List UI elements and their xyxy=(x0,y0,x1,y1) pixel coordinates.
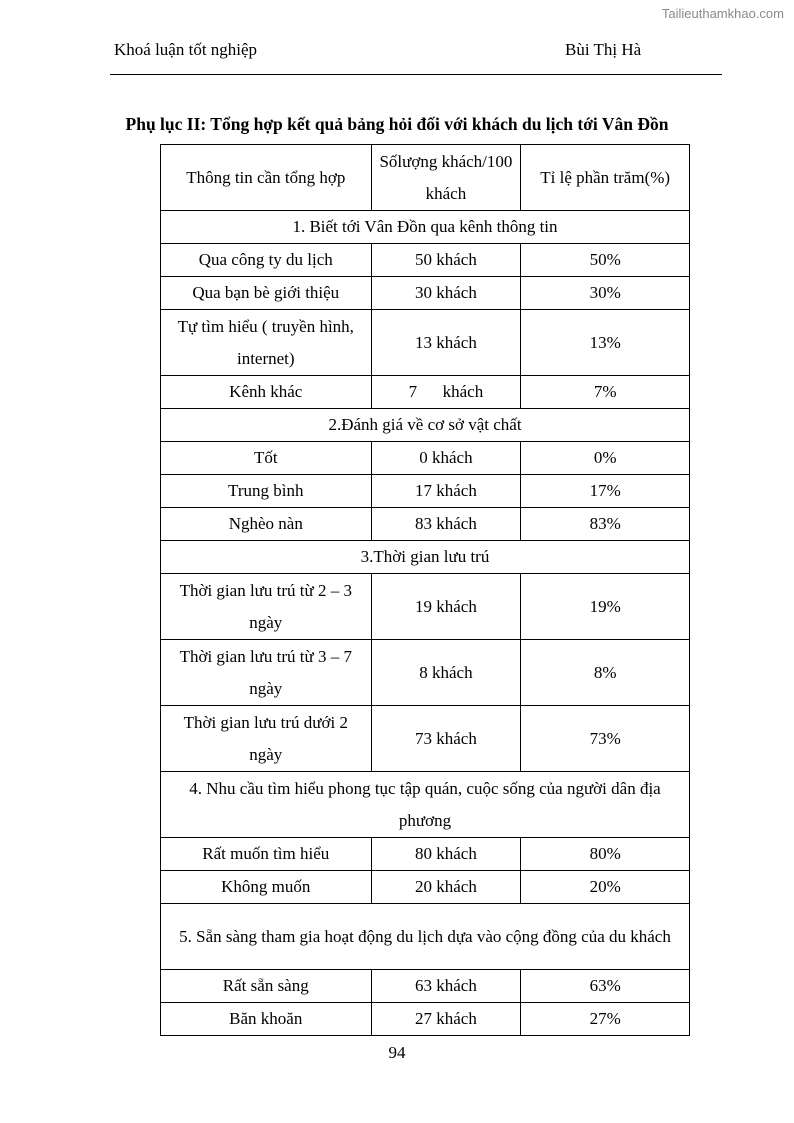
table-row xyxy=(161,376,690,409)
cell-item: Tự tìm hiểu ( truyền hình, internet) xyxy=(161,310,372,376)
cell-item: Tốt xyxy=(161,442,372,475)
cell-percent: 20% xyxy=(521,871,690,904)
cell-count: 19 khách xyxy=(371,574,521,640)
watermark: Tailieuthamkhao.com xyxy=(661,6,784,21)
cell-percent: 27% xyxy=(521,1003,690,1036)
cell-count: 27 khách xyxy=(371,1003,521,1036)
header-left: Khoá luận tốt nghiệp xyxy=(114,40,258,59)
page-number: 94 xyxy=(388,1043,406,1062)
cell-percent: 7% xyxy=(521,376,690,409)
table-row xyxy=(161,1003,690,1036)
section-row xyxy=(161,541,690,574)
cell-item: Thời gian lưu trú từ 2 – 3 ngày xyxy=(161,574,372,640)
cell-count: 80 khách xyxy=(371,838,521,871)
table-row xyxy=(161,871,690,904)
cell-item: Nghèo nàn xyxy=(161,508,372,541)
cell-count: 0 khách xyxy=(371,442,521,475)
cell-percent: 30% xyxy=(521,277,690,310)
cell-percent: 83% xyxy=(521,508,690,541)
cell-count: 63 khách xyxy=(371,970,521,1003)
cell-count: 83 khách xyxy=(371,508,521,541)
page-title xyxy=(0,114,794,135)
cell-count: 17 khách xyxy=(371,475,521,508)
table-row xyxy=(161,244,690,277)
section-row xyxy=(161,211,690,244)
section-title: 2.Đánh giá về cơ sở vật chất xyxy=(161,409,690,442)
table-row xyxy=(161,310,690,376)
cell-item: Rất sẵn sàng xyxy=(161,970,372,1003)
section-title: 1. Biết tới Vân Đồn qua kênh thông tin xyxy=(161,211,690,244)
table-row xyxy=(161,574,690,640)
title-text: : Tổng hợp kết quả bảng hỏi đối với khách du lịch tới Vân Đồn xyxy=(200,114,669,134)
cell-item: Qua bạn bè giới thiệu xyxy=(161,277,372,310)
section-title: 3.Thời gian lưu trú xyxy=(161,541,690,574)
cell-item: Không muốn xyxy=(161,871,372,904)
cell-count: 30 khách xyxy=(371,277,521,310)
column-header: Thông tin cần tổng hợp xyxy=(161,145,372,211)
cell-percent: 0% xyxy=(521,442,690,475)
title-label: Phụ lục II xyxy=(125,114,201,134)
cell-count: 8 khách xyxy=(371,640,521,706)
section-row xyxy=(161,409,690,442)
cell-item: Băn khoăn xyxy=(161,1003,372,1036)
results-table xyxy=(160,144,690,1036)
cell-count: 13 khách xyxy=(371,310,521,376)
cell-percent: 50% xyxy=(521,244,690,277)
cell-item: Kênh khác xyxy=(161,376,372,409)
table-row xyxy=(161,970,690,1003)
cell-percent: 63% xyxy=(521,970,690,1003)
cell-count: 50 khách xyxy=(371,244,521,277)
cell-percent: 13% xyxy=(521,310,690,376)
table-row xyxy=(161,475,690,508)
cell-percent: 19% xyxy=(521,574,690,640)
cell-percent: 8% xyxy=(521,640,690,706)
section-row xyxy=(161,772,690,838)
cell-percent: 80% xyxy=(521,838,690,871)
section-title: 4. Nhu cầu tìm hiểu phong tục tập quán, cuộc sống của người dân địa phương xyxy=(161,772,690,838)
section-title: 5. Sẵn sàng tham gia hoạt động du lịch dựa vào cộng đồng của du khách xyxy=(161,904,690,970)
table-row xyxy=(161,640,690,706)
cell-percent: 73% xyxy=(521,706,690,772)
cell-item: Rất muốn tìm hiểu xyxy=(161,838,372,871)
cell-item: Trung bình xyxy=(161,475,372,508)
table-header-row xyxy=(161,145,690,211)
cell-item: Thời gian lưu trú dưới 2 ngày xyxy=(161,706,372,772)
cell-count: 20 khách xyxy=(371,871,521,904)
table-row xyxy=(161,838,690,871)
cell-count: 73 khách xyxy=(371,706,521,772)
section-row xyxy=(161,904,690,970)
table-row xyxy=(161,706,690,772)
cell-percent: 17% xyxy=(521,475,690,508)
column-header: Sốlượng khách/100 khách xyxy=(371,145,521,211)
column-header: Tỉ lệ phần trăm(%) xyxy=(521,145,690,211)
table-row xyxy=(161,442,690,475)
cell-item: Qua công ty du lịch xyxy=(161,244,372,277)
cell-item: Thời gian lưu trú từ 3 – 7 ngày xyxy=(161,640,372,706)
table-row xyxy=(161,277,690,310)
cell-count: 7 khách xyxy=(371,376,521,409)
header-right: Bùi Thị Hà xyxy=(565,40,642,59)
table-row xyxy=(161,508,690,541)
page-header xyxy=(110,38,722,75)
